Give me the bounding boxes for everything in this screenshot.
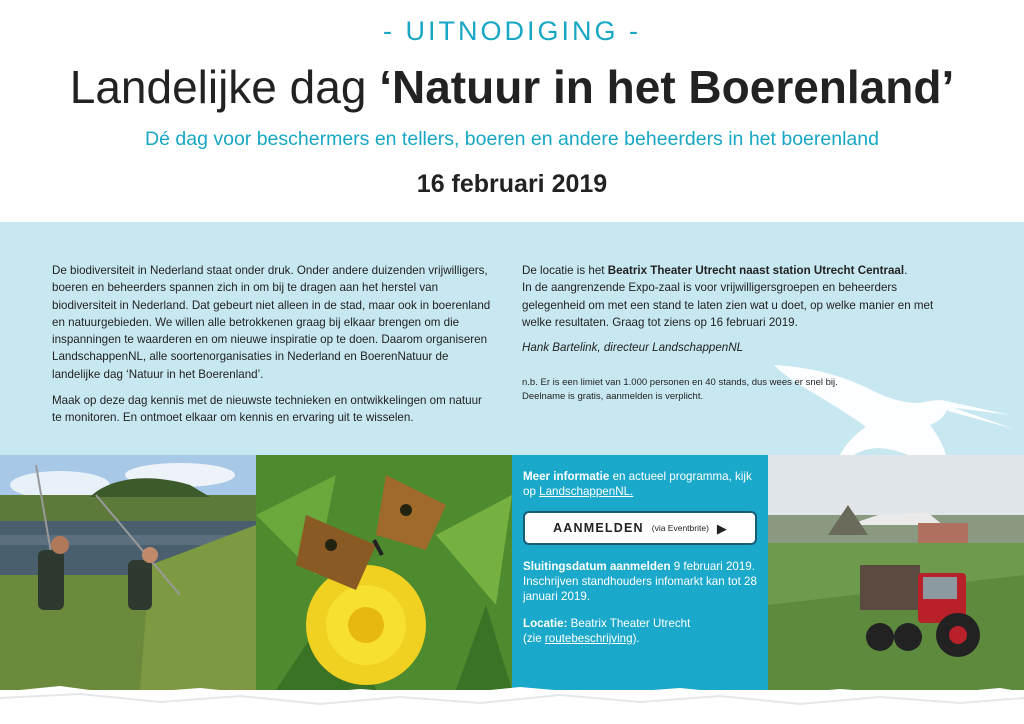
title-plain: Landelijke dag	[69, 61, 380, 113]
route-suffix: ).	[632, 632, 640, 645]
kicker: - UITNODIGING -	[383, 16, 641, 46]
landschappennl-link[interactable]: LandschappenNL.	[539, 485, 634, 498]
more-info-label: Meer informatie	[523, 470, 610, 483]
photo-tractor-field	[768, 455, 1024, 690]
more-info-text: en actueel programma, kijk op	[523, 470, 752, 498]
page-title	[0, 60, 1024, 114]
note	[522, 376, 952, 404]
more-info	[523, 469, 757, 499]
title-bold: ‘Natuur in het Boerenland’	[379, 61, 955, 113]
location-value: Beatrix Theater Utrecht	[567, 617, 691, 630]
intro-column	[52, 262, 492, 436]
location-text	[522, 262, 952, 279]
route-link[interactable]: routebeschrijving	[544, 632, 633, 645]
deadline-label: Sluitingsdatum aanmelden	[523, 560, 671, 573]
photo-children-pond	[0, 455, 256, 690]
play-arrow-icon: ▶	[716, 520, 727, 536]
intro-paragraph: De biodiversiteit in Nederland staat onder druk. Onder andere duizenden vrijwilligers, boeren en beheerders spannen zich in om bij te dragen aan het herstel van biodiversiteit in Nederland. Dat gebeurt niet alleen in de stad, maar ook in boerenland en natuurgebieden. We willen alle betrokkenen graag bij elkaar brengen om die inspanningen te waarderen en om nieuwe inspiratie op te doen. Daarom organiseren LandschappenNL, alle soortenorganisaties in Nederland en BoerenNatuur de landelijke dag ‘Natuur in het Boerenland’.	[52, 264, 491, 381]
register-button[interactable]	[523, 511, 757, 545]
location-column	[522, 262, 952, 404]
location-venue: Beatrix Theater Utrecht naast station Utrecht Centraal	[607, 264, 905, 277]
deadline-text: 9 februari 2019. Inschrijven standhouders infomarkt kan tot 28 januari 2019.	[523, 560, 757, 603]
location-prefix: De locatie is het	[522, 264, 608, 277]
subtitle: Dé dag voor beschermers en tellers, boeren en andere beheerders in het boerenland	[145, 128, 879, 150]
info-box	[512, 455, 768, 690]
event-date: 16 februari 2019	[416, 170, 608, 198]
register-button-sub: (via Eventbrite)	[651, 522, 709, 533]
location-suffix: .	[904, 264, 908, 277]
location-info	[523, 616, 757, 646]
signature: Hank Bartelink, directeur LandschappenNL	[522, 341, 744, 355]
intro-paragraph-2: Maak op deze dag kennis met de nieuwste technieken en ontwikkelingen om natuur te monitoren. En ontmoet elkaar om kennis en ervaring uit te wisselen.	[52, 394, 482, 425]
note-line: n.b. Er is een limiet van 1.000 personen en 40 stands, dus wees er snel bij.	[522, 377, 838, 389]
route-prefix: (zie	[523, 632, 545, 645]
note-line-2: Deelname is gratis, aanmelden is verplicht.	[522, 391, 704, 403]
deadline	[523, 559, 757, 604]
expo-text: In de aangrenzende Expo-zaal is voor vrijwilligersgroepen en beheerders gelegenheid om met een stand te laten zien wat u doet, op welke manier en met welke resultaten. Graag tot ziens op 16 februari 2019.	[522, 281, 934, 329]
torn-paper-edge	[0, 684, 1024, 724]
header	[0, 0, 1024, 222]
register-button-label: AANMELDEN	[553, 520, 644, 535]
photo-butterfly-dandelion	[256, 455, 512, 690]
location-label: Locatie:	[523, 617, 568, 630]
